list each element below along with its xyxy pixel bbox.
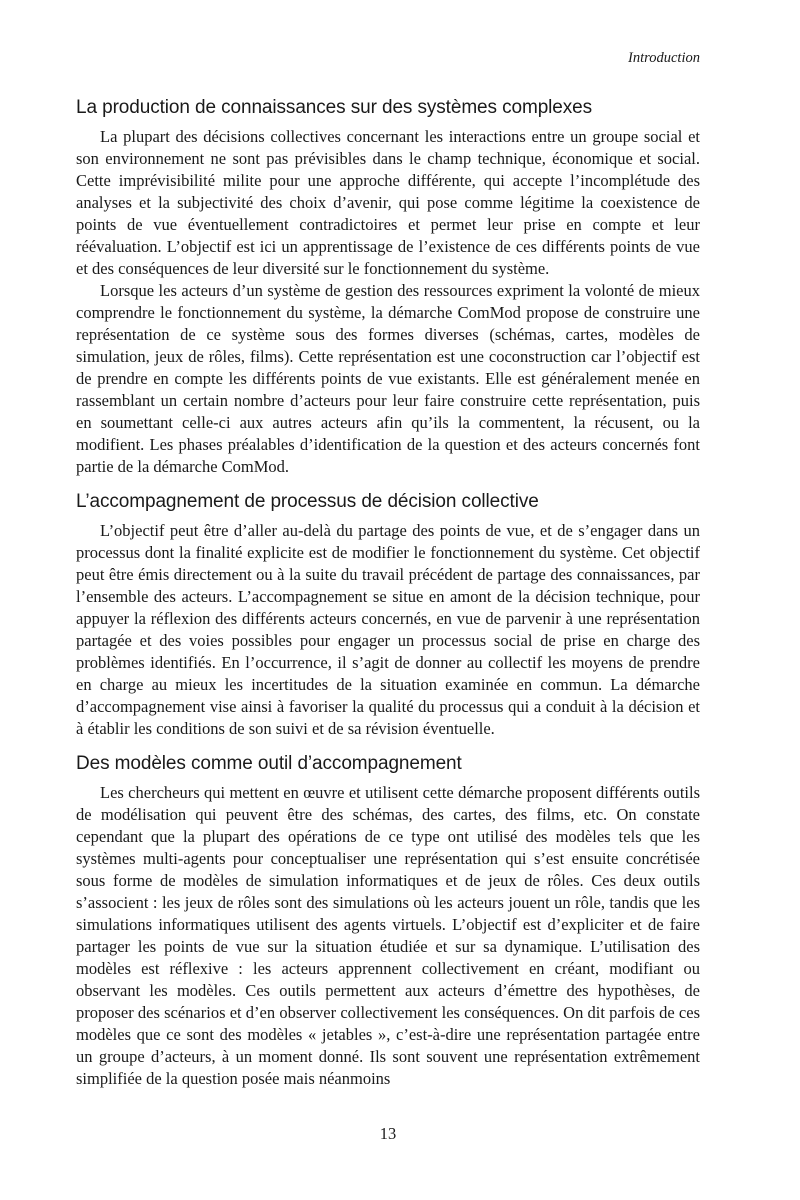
- page-body: [76, 96, 700, 1090]
- paragraph: L’objectif peut être d’aller au-delà du partage des points de vue, et de s’engager dans un processus dont la finalité explicite est de modifier le fonctionnement du système. Cet objectif peut être émis directement ou à la suite du travail précédent de partage des connaissances, par l’ensemble des acteurs. L’accompagnement se situe en amont de la décision technique, pour appuyer la réflexion des différents acteurs concernés, en vue de parvenir à une représentation partagée et des voies possibles pour engager un processus social de prise en charge des problèmes identifiés. En l’occurrence, il s’agit de donner au collectif les moyens de prendre en charge au mieux les incertitudes de la situation examinée en commun. La démarche d’accompagnement vise ainsi à favoriser la qualité du processus qui a conduit à la décision et à établir les conditions de son suivi et de sa révision éventuelle.: [76, 521, 700, 738]
- section-accompagnement-decision: [76, 490, 700, 740]
- section-production-connaissances: [76, 96, 700, 478]
- paragraph: Lorsque les acteurs d’un système de gestion des ressources expriment la volonté de mieux comprendre le fonctionnement du système, la démarche ComMod propose de construire une représentation de ce système sous des formes diverses (schémas, cartes, modèles de simulation, jeux de rôles, films). Cette représentation est une coconstruction car l’objectif est de prendre en compte les différents points de vue existants. Elle est généralement menée en rassemblant un certain nombre d’acteurs pour leur faire construire cette représentation, puis en soumettant celle-ci aux autres acteurs afin qu’ils la commentent, la récusent, ou la modifient. Les phases préalables d’identification de la question et des acteurs concernés font partie de la démarche ComMod.: [76, 281, 700, 476]
- page-number: 13: [379, 1124, 397, 1143]
- section-heading: Des modèles comme outil d’accompagnement: [76, 753, 462, 774]
- paragraph: La plupart des décisions collectives concernant les interactions entre un groupe social et son environnement ne sont pas prévisibles dans le champ technique, économique et social. Cette imprévisibilité milite pour une approche différente, qui accepte l’incomplétude des analyses et la subjectivité des choix d’avenir, qui pose comme légitime la coexistence de points de vue éventuellement contradictoires et permet leur prise en compte et leur réévaluation. L’objectif est ici un apprentissage de l’existence de ces différents points de vue et des conséquences de leur diversité sur le fonctionnement du système.: [76, 127, 700, 278]
- book-page: [76, 0, 700, 1200]
- running-header: Introduction: [628, 50, 700, 66]
- paragraph: Les chercheurs qui mettent en œuvre et utilisent cette démarche proposent différents outils de modélisation qui peuvent être des schémas, des cartes, des films, etc. On constate cependant que la plupart des opérations de ce type ont utilisé des modèles tels que les systèmes multi-agents pour conceptualiser une représentation qui s’est ensuite concrétisée sous forme de modèles de simulation informatiques et de jeux de rôles. Ces deux outils s’associent : les jeux de rôles sont des simulations où les acteurs jouent un rôle, tandis que les simulations informatiques utilisent des agents virtuels. L’objectif est d’expliciter et de faire partager les points de vue sur la situation étudiée et sur sa dynamique. L’utilisation des modèles est réflexive : les acteurs apprennent collectivement en créant, modifiant ou observant les modèles. Ces outils permettent aux acteurs d’émettre des hypothèses, de proposer des scénarios et d’en observer collectivement les conséquences. On dit parfois de ces modèles que ce sont des modèles « jetables », c’est-à-dire une représentation partagée entre un groupe d’acteurs, à un moment donné. Ils sont souvent une représentation extrêmement simplifiée de la question posée mais néanmoins: [76, 783, 700, 1088]
- section-heading: La production de connaissances sur des systèmes complexes: [76, 97, 593, 118]
- section-heading: L’accompagnement de processus de décision collective: [76, 491, 539, 512]
- section-modeles-outil: [76, 752, 700, 1090]
